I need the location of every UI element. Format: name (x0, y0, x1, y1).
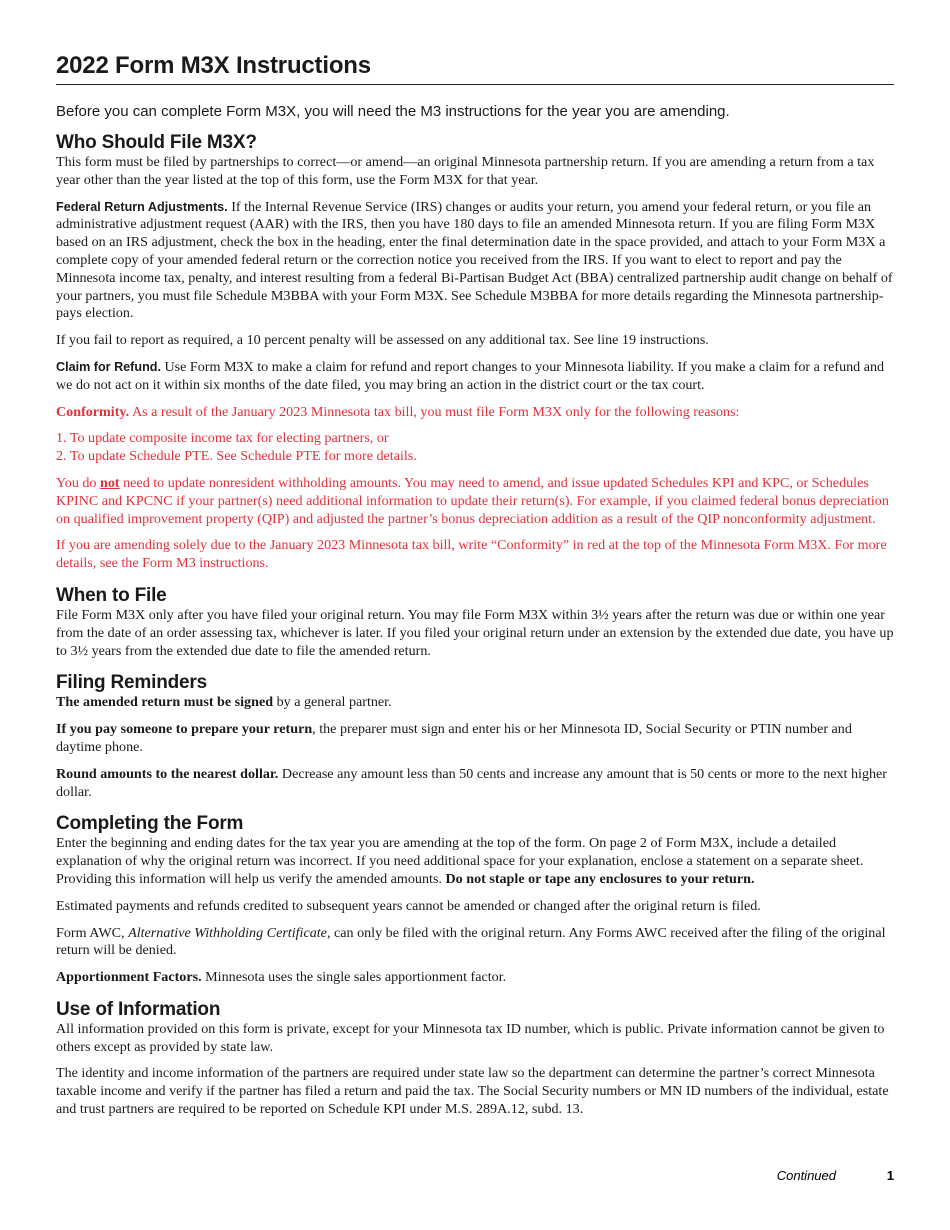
paragraph: If you are amending solely due to the January 2023 Minnesota tax bill, write “Conformity” in red at the top of the Minnesota Form M3X. For more details, see the Form M3 instructions. (56, 537, 887, 572)
paragraph-text: by a general partner. (273, 694, 392, 711)
paragraph-text: need to update nonresident withholding amounts. You may need to amend, and issue updated Schedules KPI and KPC, or Schedules KPINC and KPCNC if your partner(s) need additional information to update their return(s). For example, if you claimed federal bonus depreciation on qualified improvement property (QIP) and adjusted the partner’s bonus depreciation addition as a result of the QIP nonconformity adjustment. (56, 474, 889, 527)
paragraph-apportionment (56, 969, 894, 987)
section-heading: Use of Information (56, 998, 221, 1020)
section-filing-reminders (56, 672, 894, 801)
paragraph-text: , the preparer must sign and enter his or her Minnesota ID, Social Security or PTIN number and daytime phone. (56, 721, 852, 755)
paragraph (56, 835, 894, 888)
paragraph-conformity (56, 404, 894, 422)
paragraph-withholding (56, 475, 894, 528)
list-item: 2. To update Schedule PTE. See Schedule PTE for more details. (56, 448, 417, 465)
section-completing-the-form (56, 813, 894, 987)
paragraph: If you fail to report as required, a 10 percent penalty will be assessed on any additional tax. See line 19 instructions. (56, 332, 709, 349)
paragraph-awc (56, 925, 894, 961)
paragraph-text: , can only be filed with the original return. Any Forms AWC received after the filing of the original return will be denied. (56, 924, 886, 959)
paragraph: The identity and income information of the partners are required under state law so the department can determine the partner’s correct Minnesota taxable income and verify if the partner has filed a return and paid the tax. The Social Security numbers or MN ID numbers of the individual, estate and trust partners are required to be reported on Schedule KPI under M.S. 289A.12, subd. 13. (56, 1065, 889, 1118)
section-heading: Completing the Form (56, 813, 244, 835)
paragraph-preparer (56, 721, 894, 757)
bold-warning: Do not staple or tape any enclosures to your return. (445, 870, 755, 887)
paragraph-text: Use Form M3X to make a claim for refund and report changes to your Minnesota liability. If you make a claim for a refund and we do not act on it within six months of the date filed, you may bring an action in the district court or the tax court. (56, 358, 885, 393)
paragraph: All information provided on this form is private, except for your Minnesota tax ID number, which is public. Private information cannot be given to others except as provided by state law. (56, 1020, 885, 1055)
paragraph-text: As a result of the January 2023 Minnesota tax bill, you must file Form M3X only for the following reasons: (129, 403, 740, 420)
emphasis-not: not (100, 474, 120, 491)
continued-label: Continued (776, 1168, 836, 1183)
paragraph-claim-for-refund (56, 359, 894, 395)
list-item: 1. To update composite income tax for electing partners, or (56, 430, 389, 447)
page-number: 1 (886, 1168, 894, 1183)
run-in-heading: Conformity. (56, 403, 130, 420)
document-page (56, 52, 894, 1128)
paragraph-round (56, 766, 894, 802)
run-in-heading: Apportionment Factors. (56, 969, 202, 986)
paragraph-text: Minnesota uses the single sales apportionment factor. (201, 969, 507, 986)
paragraph-federal-adjustments (56, 199, 894, 324)
paragraph: File Form M3X only after you have filed your original return. You may file Form M3X within 3½ years after the return was due or within one year from the date of an order assessing tax, whichever is later. If you filed your original return under an extension by the extended due date, you have up to 3½ years from the extended due date to file the amended return. (56, 606, 894, 659)
paragraph: Estimated payments and refunds credited to subsequent years cannot be amended or changed after the original return is filed. (56, 897, 761, 914)
run-in-heading: Federal Return Adjustments. (56, 199, 228, 214)
paragraph-text: Form AWC, (56, 924, 129, 941)
intro-text: Before you can complete Form M3X, you will need the M3 instructions for the year you are amending. (56, 103, 730, 120)
reasons-list (56, 430, 894, 466)
run-in-heading: Claim for Refund. (56, 359, 161, 374)
paragraph-text: Enter the beginning and ending dates for the tax year you are amending at the top of the form. On page 2 of Form M3X, include a detailed explanation of why the original return was incorrect. If you need additional space for your explanation, enclose a statement on a separate sheet. Providing this information will help us verify the amended amounts. (56, 835, 864, 887)
page-title: 2022 Form M3X Instructions (56, 52, 894, 85)
paragraph-signed (56, 694, 894, 712)
run-in-heading: If you pay someone to prepare your return (56, 721, 313, 738)
section-who-should-file (56, 132, 894, 573)
section-when-to-file (56, 585, 894, 660)
form-title-italic: Alternative Withholding Certificate (128, 924, 327, 941)
run-in-heading: Round amounts to the nearest dollar. (56, 765, 279, 782)
section-use-of-information (56, 999, 894, 1119)
section-heading: Who Should File M3X? (56, 132, 257, 153)
paragraph-text: You do (56, 474, 101, 491)
paragraph: This form must be filed by partnerships to correct—or amend—an original Minnesota partnership return. If you are amending a return from a tax year other than the year listed at the top of this form, use the Form M3X for that year. (56, 154, 875, 188)
paragraph-text: Decrease any amount less than 50 cents and increase any amount that is 50 cents or more to the next higher dollar. (56, 765, 887, 800)
section-heading: Filing Reminders (56, 672, 207, 694)
paragraph-text: If the Internal Revenue Service (IRS) changes or audits your return, you amend your federal return, or you file an administrative adjustment request (AAR) with the IRS, then you have 180 days to file an amended Minnesota return. If you are filing Form M3X based on an IRS adjustment, check the box in the heading, enter the final determination date in the space provided, and attach to your Form M3X a complete copy of your amended federal return or the correction notice you received from the IRS. If you want to elect to report and pay the Minnesota income tax, penalty, and interest resulting from a federal Bi-Partisan Budget Act (BBA) centralized partnership audit change on behalf of your partners, you must file Schedule M3BBA with your Form M3X. See Schedule M3BBA for more details regarding the Minnesota partnership-pays election. (56, 198, 893, 322)
page-footer (56, 1168, 894, 1186)
section-heading: When to File (56, 584, 167, 606)
run-in-heading: The amended return must be signed (56, 694, 274, 711)
